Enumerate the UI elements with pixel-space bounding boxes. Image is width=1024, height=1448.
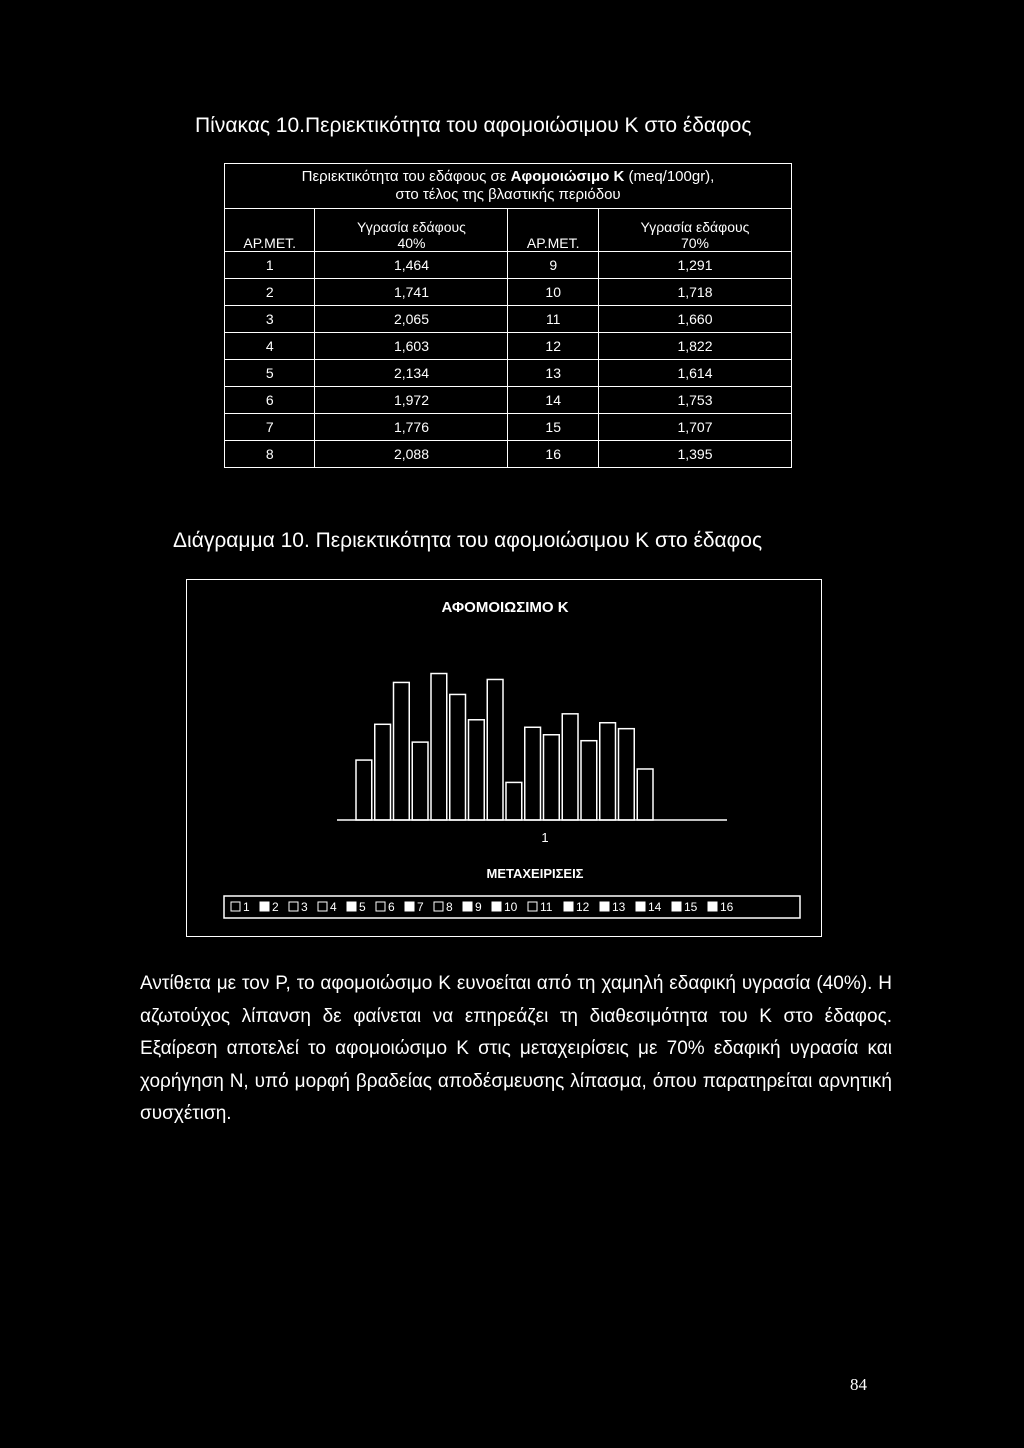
chart-bar-13 [581,741,597,820]
body-paragraph: Αντίθετα με τον Ρ, το αφομοιώσιμο Κ ευνοείται από τη χαμηλή εδαφική υγρασία (40%). Η αζωτούχος λίπανση δε φαίνεται να επηρεάζει τη διαθεσιμότητα του Κ στο έδαφος. Εξαίρεση αποτελεί το αφομοιώσιμο Κ στις μεταχειρίσεις με 70% εδαφική υγρασία και χορήγηση Ν, υπό μορφή βραδείας αποδέσμευσης λίπασμα, όπου παρατηρείται αρνητική συσχέτιση. [140,973,892,1124]
legend-swatch-8 [434,902,443,911]
data-table [224,163,792,468]
treatment-a-cell: 1 [225,252,315,279]
treatment-a-cell: 8 [225,441,315,468]
moisture-40-value-cell: 1,972 [315,387,508,414]
legend-label-11: 11 [540,900,553,914]
moisture-40-value-cell: 1,741 [315,279,508,306]
chart-bar-2 [375,724,391,820]
legend-swatch-3 [289,902,298,911]
legend-swatch-13 [600,902,609,911]
treatment-b-cell: 9 [508,252,598,279]
legend-label-12: 12 [576,900,590,914]
chart-bar-15 [619,729,635,820]
chart-bar-6 [450,694,466,820]
moisture-70-value-cell: 1,291 [598,252,791,279]
moisture-70-value-cell: 1,822 [598,333,791,360]
header-moisture-40-label: Υγρασία εδάφους [357,219,466,235]
treatment-a-cell: 7 [225,414,315,441]
header-moisture-70-label: Υγρασία εδάφους [640,219,750,235]
legend-swatch-7 [405,902,414,911]
chart-bar-7 [469,720,485,820]
header-moisture-70-value: 70% [680,235,709,251]
legend-swatch-2 [260,902,269,911]
treatment-a-cell: 3 [225,306,315,333]
legend-label-8: 8 [446,900,453,914]
treatment-a-cell: 6 [225,387,315,414]
legend-label-3: 3 [301,900,308,914]
legend-label-10: 10 [504,900,518,914]
moisture-40-value-cell: 1,464 [315,252,508,279]
treatment-b-cell: 15 [508,414,598,441]
legend-label-2: 2 [272,900,279,914]
header-moisture-70 [598,209,791,252]
legend-label-7: 7 [417,900,424,914]
table-row [225,279,792,306]
table-title-unit: (meq/100gr), [624,168,715,185]
table-title-bold: Αφομοιώσιμο Κ [510,168,625,185]
moisture-40-value-cell: 1,603 [315,333,508,360]
header-moisture-40-value: 40% [397,235,426,251]
chart-bar-1 [356,760,372,820]
chart-bar-5 [431,674,447,820]
legend-swatch-1 [231,902,240,911]
treatment-a-cell: 2 [225,279,315,306]
legend-swatch-9 [463,902,472,911]
table-row [225,387,792,414]
table-title-plain: Περιεκτικότητα του εδάφους σε [301,168,511,185]
legend-swatch-5 [347,902,356,911]
table-row [225,306,792,333]
table-row [225,360,792,387]
table-row [225,414,792,441]
legend-swatch-11 [528,902,537,911]
chart-svg [187,580,823,938]
legend-label-14: 14 [648,900,662,914]
moisture-40-value-cell: 2,134 [315,360,508,387]
legend-label-5: 5 [359,900,366,914]
legend-label-6: 6 [388,900,395,914]
legend-swatch-6 [376,902,385,911]
moisture-70-value-cell: 1,614 [598,360,791,387]
moisture-70-value-cell: 1,753 [598,387,791,414]
legend-label-13: 13 [612,900,626,914]
page-number: 84 [850,1375,867,1394]
legend-swatch-10 [492,902,501,911]
treatment-a-cell: 5 [225,360,315,387]
chart-bar-12 [562,714,578,820]
legend-label-9: 9 [475,900,482,914]
header-moisture-40 [315,209,508,252]
moisture-70-value-cell: 1,660 [598,306,791,333]
treatment-b-cell: 11 [508,306,598,333]
moisture-70-value-cell: 1,707 [598,414,791,441]
moisture-70-value-cell: 1,718 [598,279,791,306]
chart-bar-9 [506,782,522,820]
chart-title: ΑΦΟΜΟΙΩΣΙΜΟ Κ [441,599,569,616]
table-caption: Πίνακας 10.Περιεκτικότητα του αφομοιώσιμου Κ στο έδαφος [195,114,752,137]
legend-swatch-4 [318,902,327,911]
legend-swatch-15 [672,902,681,911]
moisture-70-value-cell: 1,395 [598,441,791,468]
legend-swatch-14 [636,902,645,911]
moisture-40-value-cell: 2,088 [315,441,508,468]
chart-bar-3 [394,682,410,820]
diagram-caption: Διάγραμμα 10. Περιεκτικότητα του αφομοιώσιμου Κ στο έδαφος [173,529,763,552]
treatment-b-cell: 12 [508,333,598,360]
moisture-40-value-cell: 1,776 [315,414,508,441]
table-header-row [225,209,792,252]
treatment-b-cell: 16 [508,441,598,468]
legend-label-16: 16 [720,900,734,914]
chart-bar-4 [412,742,428,820]
legend-label-4: 4 [330,900,337,914]
legend-label-1: 1 [243,900,250,914]
chart-bar-16 [637,769,653,820]
chart-bar-14 [600,723,616,820]
treatment-b-cell: 14 [508,387,598,414]
legend-swatch-12 [564,902,573,911]
chart-frame [186,579,822,937]
chart-bar-11 [544,735,560,820]
moisture-40-value-cell: 2,065 [315,306,508,333]
table-title [225,164,792,209]
chart-x-axis-label: ΜΕΤΑΧΕΙΡΙΣΕΙΣ [486,866,584,881]
treatment-a-cell: 4 [225,333,315,360]
treatment-b-cell: 13 [508,360,598,387]
table-row [225,441,792,468]
table-body [225,252,792,468]
treatment-b-cell: 10 [508,279,598,306]
legend-swatch-16 [708,902,717,911]
chart-bar-8 [487,679,503,820]
table-title-line2: στο τέλος της βλαστικής περιόδου [395,186,621,203]
header-treatment-b: ΑΡ.ΜΕΤ. [508,209,598,252]
table-row [225,333,792,360]
legend-label-15: 15 [684,900,698,914]
table-row [225,252,792,279]
chart-category-label: 1 [541,830,549,845]
header-treatment-a: ΑΡ.ΜΕΤ. [225,209,315,252]
chart-bar-10 [525,727,541,820]
